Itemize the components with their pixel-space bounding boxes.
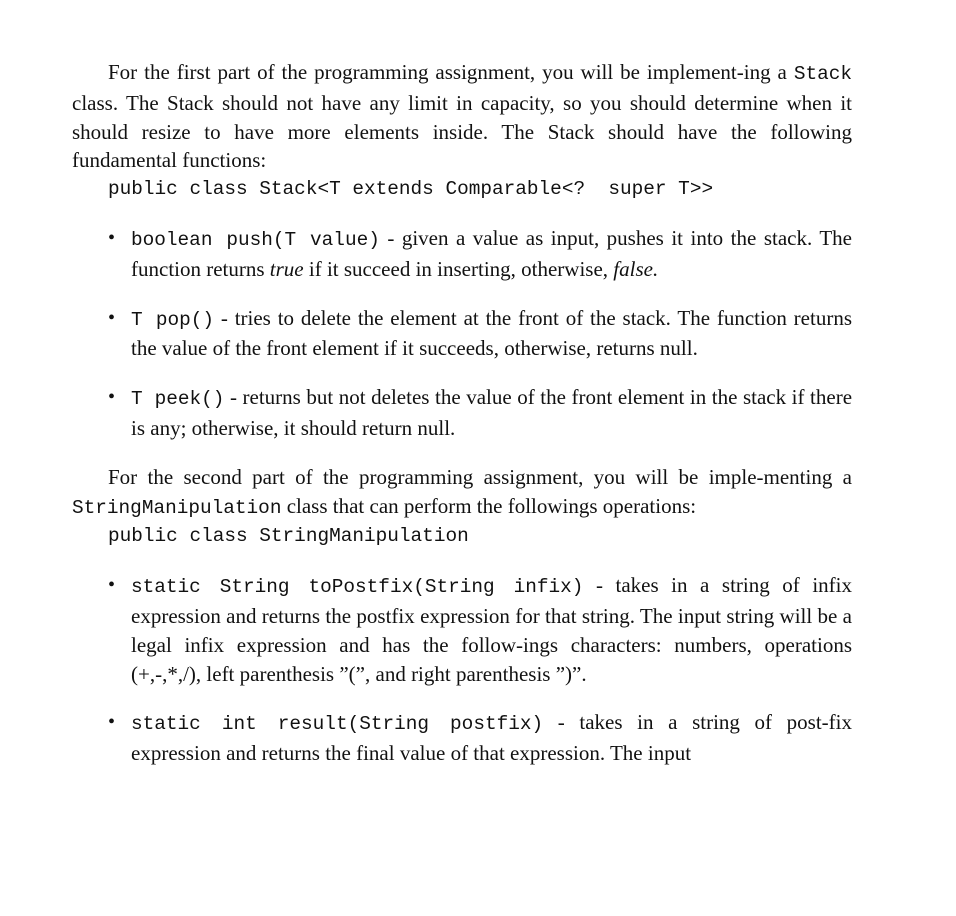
bullet-icon: • — [108, 306, 116, 329]
method-description-emphasis: true — [269, 256, 304, 281]
list-item — [72, 708, 852, 768]
method-signature: static int result(String postfix) — [131, 713, 544, 736]
part1-intro-paragraph — [72, 58, 852, 175]
bullet-icon: • — [108, 711, 116, 734]
part1-intro-code: Stack — [793, 63, 852, 85]
method-description: - takes in a string of infix expression and returns the postfix expression for that string. The input string will be a legal infix expression and has the follow-ings characters: numbers, operations (+,-,*,/), left parenthesis ”(”, and right parenthesis ”)”. — [131, 573, 852, 686]
part2-intro-code: StringManipulation — [72, 496, 282, 519]
stringmanipulation-methods-list — [72, 571, 852, 768]
document-page — [72, 58, 852, 768]
bullet-icon: • — [108, 226, 116, 249]
part2-intro-text-2: class that can perform the followings operations: — [281, 493, 697, 518]
stringmanipulation-class-signature: public class StringManipulation — [108, 525, 469, 548]
method-signature: static String toPostfix(String infix) — [131, 576, 584, 599]
list-item — [72, 304, 852, 364]
part1-intro-text-1: For the first part of the programming assignment, you will be implement-ing a — [108, 60, 794, 84]
part2-intro-paragraph — [72, 463, 852, 523]
stack-methods-list — [72, 224, 852, 443]
method-signature: boolean push(T value) — [131, 228, 380, 251]
part1-intro-text-2: class. The Stack should not have any limit in capacity, so you should determine when it should resize to have more elements inside. The Stack should have the following fundamental functions: — [72, 90, 852, 173]
method-description: - tries to delete the element at the front of the stack. The function returns the value of the front element if it succeeds, otherwise, returns null. — [131, 305, 852, 361]
list-item — [72, 571, 852, 688]
method-signature: T pop() — [131, 308, 215, 331]
bullet-icon: • — [108, 574, 116, 597]
method-description: - returns but not deletes the value of the front element in the stack if there is any; otherwise, it should return null. — [131, 385, 853, 440]
stack-class-signature: public class Stack<T extends Comparable<? super T>> — [108, 178, 714, 201]
method-description-emphasis: false. — [613, 256, 659, 281]
list-item — [72, 224, 852, 284]
list-item — [72, 383, 852, 443]
bullet-icon: • — [108, 386, 116, 409]
part2-intro-text-1: For the second part of the programming assignment, you will be imple-menting a — [108, 464, 852, 489]
method-description: if it succeed in inserting, otherwise, — [303, 256, 614, 281]
method-description: - given a value as input, pushes it into the stack. The function returns — [131, 225, 852, 281]
method-signature: T peek() — [131, 388, 225, 411]
method-description: - takes in a string of post-fix expression and returns the final value of that expression. The input — [131, 710, 853, 766]
